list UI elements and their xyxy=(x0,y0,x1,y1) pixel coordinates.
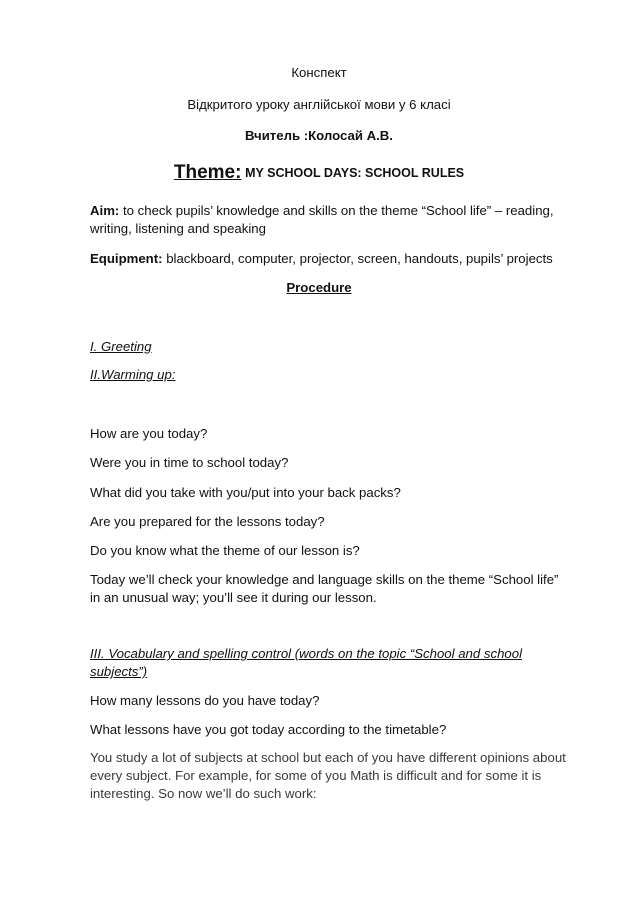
aim-text-1: to check pupils’ knowledge and skills on the theme “School life” – reading, xyxy=(119,203,554,218)
today-line-2: in an unusual way; you’ll see it during our lesson. xyxy=(90,590,377,605)
aim-line-1 xyxy=(90,202,600,220)
question-3: What did you take with you/put into your back packs? xyxy=(90,485,401,500)
section-vocabulary-2: subjects”) xyxy=(90,664,148,679)
equipment-label: Equipment: xyxy=(90,251,163,266)
equipment-text: blackboard, computer, projector, screen, handouts, pupils’ projects xyxy=(162,251,553,266)
question-1: How are you today? xyxy=(90,426,208,441)
theme-value: MY SCHOOL DAYS: SCHOOL RULES xyxy=(245,166,465,180)
section-greeting: I. Greeting xyxy=(90,339,152,354)
question-4: Are you prepared for the lessons today? xyxy=(90,514,325,529)
equipment-line xyxy=(90,250,600,268)
header-title: Конспект xyxy=(291,65,347,80)
theme-line xyxy=(0,160,638,186)
aim-text-2: writing, listening and speaking xyxy=(90,221,266,236)
final-line-3: interesting. So now we’ll do such work: xyxy=(90,786,317,801)
today-line-1: Today we’ll check your knowledge and language skills on the theme “School life” xyxy=(90,572,559,587)
aim-label: Aim: xyxy=(90,203,120,218)
question-2: Were you in time to school today? xyxy=(90,455,289,470)
teacher-name: Вчитель :Колосай А.В. xyxy=(245,128,393,143)
question-timetable: What lessons have you got today according to the timetable? xyxy=(90,722,447,737)
final-line-2: every subject. For example, for some of you Math is difficult and for some it is xyxy=(90,768,542,783)
theme-label: Theme: xyxy=(173,162,242,183)
question-5: Do you know what the theme of our lesson is? xyxy=(90,543,360,558)
procedure-title: Procedure xyxy=(286,280,352,295)
final-line-1: You study a lot of subjects at school but each of you have different opinions about xyxy=(90,750,566,765)
section-warming-up: II.Warming up: xyxy=(90,367,176,382)
section-vocabulary-1: III. Vocabulary and spelling control (words on the topic “School and school xyxy=(90,646,523,661)
question-lessons-count: How many lessons do you have today? xyxy=(90,693,320,708)
header-subtitle: Відкритого уроку англійської мови у 6 класі xyxy=(187,97,451,112)
